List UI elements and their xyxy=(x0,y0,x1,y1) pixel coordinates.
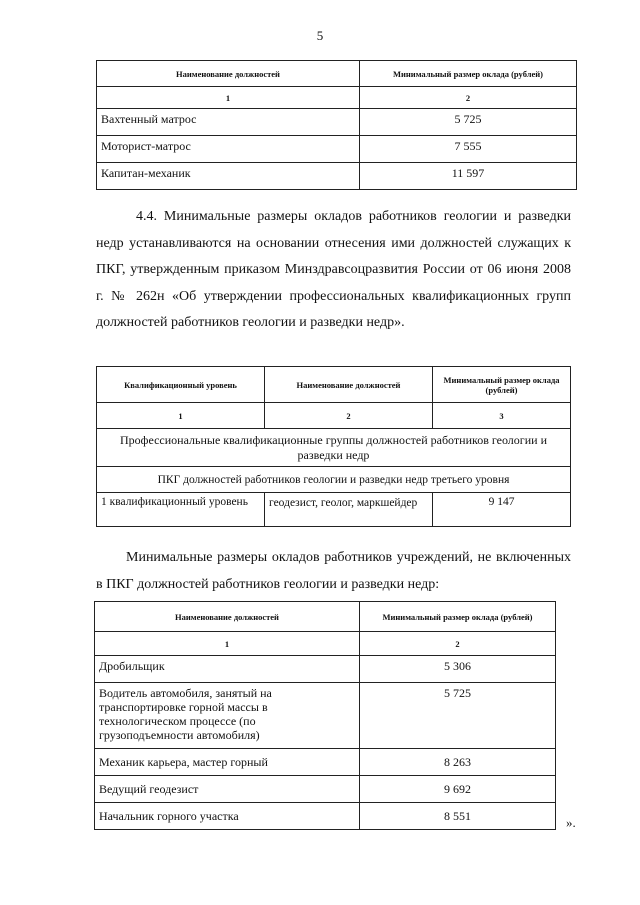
salary-value: 11 597 xyxy=(360,163,577,190)
column-number: 2 xyxy=(360,87,577,109)
group-title: Профессиональные квалификационные группы должностей работников геологии и разведки недр xyxy=(97,429,571,467)
table-marine-positions xyxy=(96,60,577,190)
qualification-level: 1 квалификационный уровень xyxy=(97,493,265,527)
table-row xyxy=(97,109,577,136)
page-number: 5 xyxy=(316,28,324,43)
salary-value: 7 555 xyxy=(360,136,577,163)
salary-value: 5 725 xyxy=(360,683,556,749)
table-row xyxy=(95,683,556,749)
column-header: Наименование должностей xyxy=(265,367,433,403)
paragraph-other-positions: Минимальные размеры окладов работников учреждений, не включенных в ПКГ должностей работников геологии и разведки недр: xyxy=(96,550,571,592)
salary-value: 9 692 xyxy=(360,776,556,803)
table-row xyxy=(95,803,556,830)
column-number: 1 xyxy=(95,632,360,656)
table-row xyxy=(95,656,556,683)
column-header: Наименование должностей xyxy=(97,61,360,87)
salary-value: 5 306 xyxy=(360,656,556,683)
position-name: Водитель автомобиля, занятый на транспортировке горной массы в технологическом процессе (по грузоподъемности автомобиля) xyxy=(95,683,360,749)
position-name: Начальник горного участка xyxy=(95,803,360,830)
column-header: Минимальный размер оклада (рублей) xyxy=(360,602,556,632)
column-number: 1 xyxy=(97,87,360,109)
column-header: Наименование должностей xyxy=(95,602,360,632)
table-row xyxy=(95,749,556,776)
column-number: 2 xyxy=(360,632,556,656)
position-name: Вахтенный матрос xyxy=(97,109,360,136)
column-header: Минимальный размер оклада (рублей) xyxy=(360,61,577,87)
salary-value: 5 725 xyxy=(360,109,577,136)
table-row xyxy=(97,493,571,527)
subgroup-title: ПКГ должностей работников геологии и разведки недр третьего уровня xyxy=(97,467,571,493)
column-number: 2 xyxy=(265,403,433,429)
position-name: Моторист-матрос xyxy=(97,136,360,163)
table-other-positions xyxy=(94,601,556,830)
column-header: Квалификационный уровень xyxy=(97,367,265,403)
table-row xyxy=(97,163,577,190)
column-number: 1 xyxy=(97,403,265,429)
position-names: геодезист, геолог, маркшейдер xyxy=(265,493,433,527)
column-number: 3 xyxy=(433,403,571,429)
paragraph-geology-salaries: 4.4. Минимальные размеры окладов работников геологии и разведки недр устанавливаются на основании отнесения ими должностей служащих к ПКГ, утвержденным приказом Минздравсоцразвития России от 06 июня 2008 г. № 262н «Об утверждении профессиональных квалификационных групп должностей работников геологии и разведки недр». xyxy=(96,209,571,330)
position-name: Механик карьера, мастер горный xyxy=(95,749,360,776)
salary-value: 9 147 xyxy=(433,493,571,527)
position-name: Дробильщик xyxy=(95,656,360,683)
position-name: Ведущий геодезист xyxy=(95,776,360,803)
column-header: Минимальный размер оклада (рублей) xyxy=(433,367,571,403)
table-row xyxy=(95,776,556,803)
salary-value: 8 551 xyxy=(360,803,556,830)
salary-value: 8 263 xyxy=(360,749,556,776)
position-name: Капитан-механик xyxy=(97,163,360,190)
table-geology-qualification xyxy=(96,366,571,527)
closing-quote: ». xyxy=(566,815,576,830)
table-row xyxy=(97,136,577,163)
